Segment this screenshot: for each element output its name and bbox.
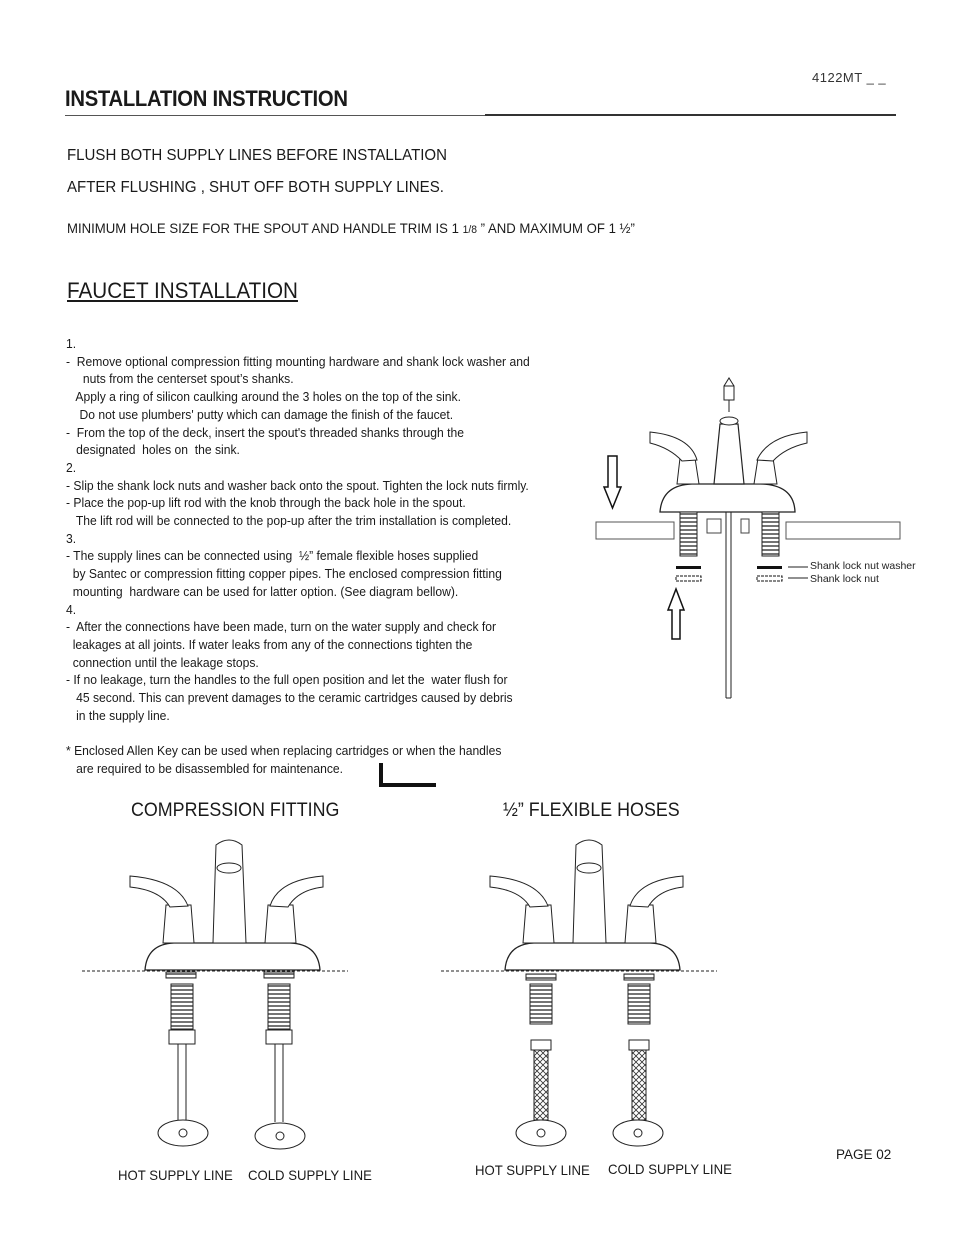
step-line: by Santec or compression fitting copper pipes. The enclosed compression fitting (66, 567, 502, 582)
step-line: 1. (66, 337, 77, 351)
flexible-hose-diagram (441, 840, 717, 1146)
step-line: - After the connections have been made, turn on the water supply and check for (66, 620, 497, 635)
faucet-installation-diagram (596, 378, 900, 698)
step-line: - From the top of the deck, insert the spout's threaded shanks through the (66, 425, 464, 440)
cf-hot-label: HOT SUPPLY LINE (118, 1167, 233, 1183)
page-number: PAGE 02 (836, 1147, 892, 1162)
model-number: 4122MT _ _ (812, 70, 887, 85)
step-line: - Slip the shank lock nuts and washer back onto the spout. Tighten the lock nuts firmly. (66, 478, 529, 493)
step-line: are required to be disassembled for maintenance. (66, 761, 344, 776)
cf-cold-label: COLD SUPPLY LINE (248, 1167, 372, 1183)
flexible-hoses-title: ½” FLEXIBLE HOSES (503, 800, 680, 821)
step-line: - If no leakage, turn the handles to the full open position and let the water flush for (66, 673, 508, 688)
step-line: Apply a ring of silicon caulking around the 3 holes on the top of the sink. (66, 390, 461, 405)
step-line: mounting hardware can be used for latter option. (See diagram bellow). (66, 584, 459, 599)
fh-hot-label: HOT SUPPLY LINE (475, 1162, 590, 1178)
compression-fitting-diagram (82, 840, 348, 1149)
down-arrow-icon (604, 456, 621, 508)
step-line: designated holes on the sink. (66, 443, 240, 458)
section-title: FAUCET INSTALLATION (67, 278, 298, 303)
step-line: leakages at all joints. If water leaks from any of the connections tighten the (66, 637, 473, 652)
hole-size-suffix: ” AND MAXIMUM OF 1 ½” (476, 220, 635, 236)
step-line: 3. (66, 531, 77, 546)
shank-lock-nut-label: Shank lock nut (810, 573, 879, 585)
step-line: in the supply line. (66, 708, 170, 723)
hole-size-fraction: 1/8 (462, 224, 477, 236)
step-line: * Enclosed Allen Key can be used when replacing cartridges or when the handles (66, 744, 502, 759)
step-line: 2. (66, 460, 77, 475)
step-line: - Remove optional compression fitting mounting hardware and shank lock washer and (66, 354, 530, 369)
compression-fitting-title: COMPRESSION FITTING (131, 800, 340, 821)
up-arrow-icon (668, 589, 684, 639)
step-line: The lift rod will be connected to the pop-up after the trim installation is completed. (66, 514, 512, 529)
step-line: 45 second. This can prevent damages to the ceramic cartridges caused by debris (66, 691, 513, 706)
shank-lock-nut-washer-label: Shank lock nut washer (810, 560, 916, 572)
step-line: Do not use plumbers' putty which can damage the finish of the faucet. (66, 407, 454, 422)
allen-key-icon (381, 763, 436, 785)
page-title: INSTALLATION INSTRUCTION (65, 86, 348, 111)
flush-instruction: FLUSH BOTH SUPPLY LINES BEFORE INSTALLATION (67, 147, 447, 164)
step-line: 4. (66, 602, 77, 617)
shutoff-instruction: AFTER FLUSHING , SHUT OFF BOTH SUPPLY LINES. (67, 179, 444, 196)
step-line: connection until the leakage stops. (66, 655, 259, 670)
hole-size-prefix: MINIMUM HOLE SIZE FOR THE SPOUT AND HANDLE TRIM IS 1 (67, 220, 463, 236)
fh-cold-label: COLD SUPPLY LINE (608, 1161, 732, 1177)
step-line: - The supply lines can be connected using ½” female flexible hoses supplied (66, 549, 479, 564)
step-line: - Place the pop-up lift rod with the knob through the back hole in the spout. (66, 496, 466, 511)
step-line: nuts from the centerset spout’s shanks. (66, 372, 294, 387)
